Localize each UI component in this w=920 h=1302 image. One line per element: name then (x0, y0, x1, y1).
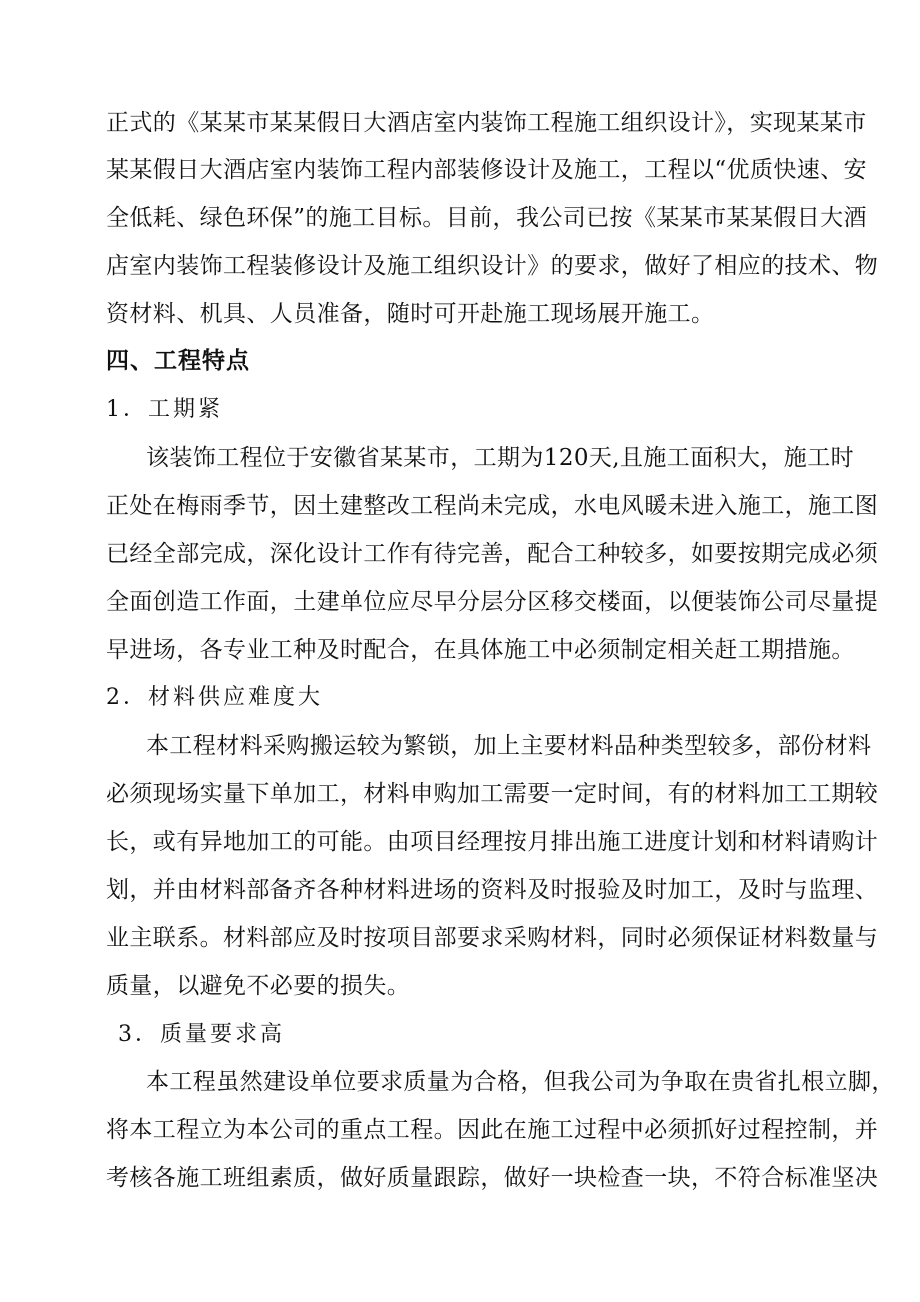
item2-line: 质量，以避免不必要的损失。 (106, 973, 411, 999)
item2-line: 划，并由材料部备齐各种材料进场的资料及时报验及时加工，及时与监理、 (106, 877, 879, 903)
section-heading: 四、工程特点 (106, 348, 250, 374)
intro-line: 正式的《某某市某某假日大酒店室内装饰工程施工组织设计》，实现某某市 (106, 110, 867, 136)
intro-line: 资材料、机具、人员准备，随时可开赴施工现场展开施工。 (106, 301, 715, 327)
intro-line: 全低耗、绿色环保”的施工目标。目前，我公司已按《某某市某某假日大酒 (106, 205, 867, 231)
intro-line: 店室内装饰工程装修设计及施工组织设计》的要求，做好了相应的技术、物 (106, 253, 879, 279)
item2-title: 2．材料供应难度大 (106, 685, 323, 710)
item2-line: 业主联系。材料部应及时按项目部要求采购材料，同时必须保证材料数量与 (106, 925, 879, 951)
item1-title: 1．工期紧 (106, 397, 223, 422)
item1-line: 全面创造工作面，土建单位应尽早分层分区移交楼面，以便装饰公司尽量提 (106, 589, 879, 615)
item1-line: 早进场，各专业工种及时配合，在具体施工中必须制定相关赶工期措施。 (106, 637, 855, 663)
item3-line: 考核各施工班组素质，做好质量跟踪，做好一块检查一块，不符合标准坚决 (106, 1165, 879, 1191)
item3-line: 将本工程立为本公司的重点工程。因此在施工过程中必须抓好过程控制，并 (106, 1117, 879, 1143)
item2-line: 本工程材料采购搬运较为繁锁，加上主要材料品种类型较多，部份材料 (146, 733, 872, 759)
item1-line: 正处在梅雨季节，因土建整改工程尚未完成，水电风暖未进入施工，施工图 (106, 493, 879, 519)
item1-line: 已经全部完成，深化设计工作有待完善，配合工种较多，如要按期完成必须 (106, 541, 879, 567)
item2-line: 必须现场实量下单加工，材料申购加工需要一定时间，有的材料加工工期较 (106, 781, 879, 807)
item2-line: 长，或有异地加工的可能。由项目经理按月排出施工进度计划和材料请购计 (106, 829, 879, 855)
item3-line: 本工程虽然建设单位要求质量为合格，但我公司为争取在贵省扎根立脚， (146, 1069, 895, 1095)
intro-line: 某某假日大酒店室内装饰工程内部装修设计及施工，工程以“优质快速、安 (106, 157, 867, 183)
item3-title: 3．质量要求高 (118, 1022, 285, 1047)
item1-line: 该装饰工程位于安徽省某某市，工期为120天,且施工面积大，施工时 (146, 445, 855, 471)
